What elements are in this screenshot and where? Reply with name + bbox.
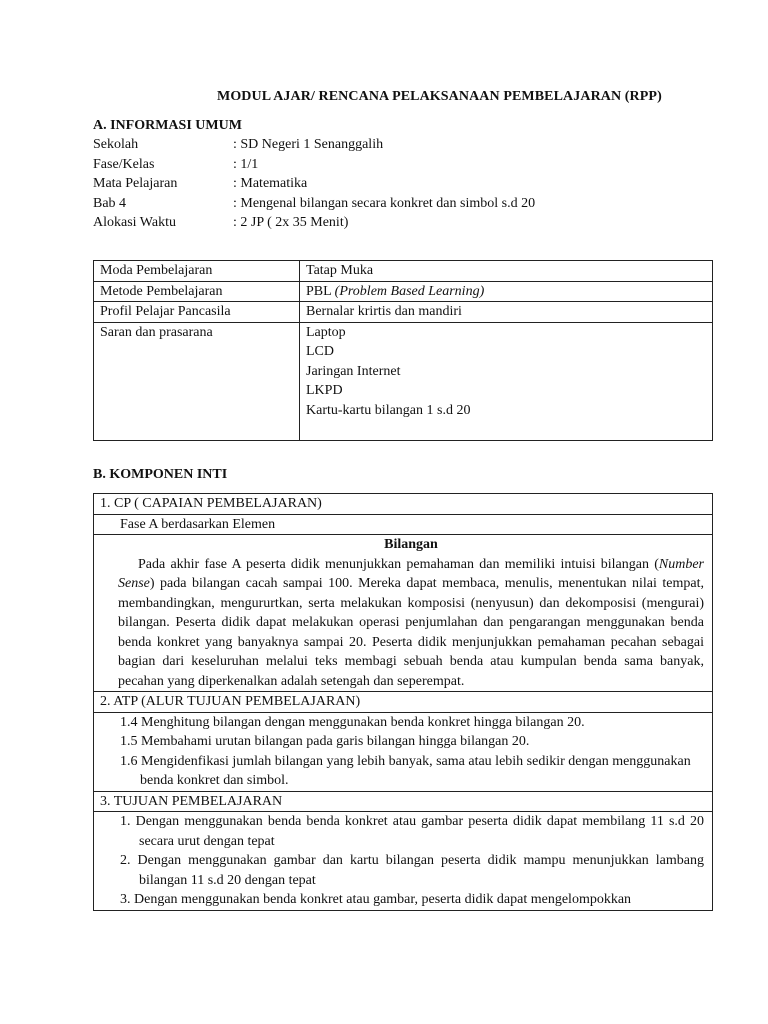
facility-item: Laptop bbox=[306, 324, 346, 340]
tp-item: 2. Dengan menggunakan gambar dan kartu bilangan peserta didik mampu menunjukkan lambang bilangan 11 s.d 20 dengan tepat bbox=[120, 853, 704, 888]
tp-heading-row bbox=[94, 791, 713, 812]
info-value: : 1/1 bbox=[233, 156, 259, 172]
facility-item: Kartu-kartu bilangan 1 s.d 20 bbox=[306, 402, 471, 418]
cp-text-part-2: ) pada bilangan cacah sampai 100. Mereka dapat membaca, menulis, menentukan nilai tempat, membandingkan, mengururtkan, serta melakukan komposisi (nenyusun) dan dekomposisi (mengurai) bilangan. Peserta didik dapat melakukan operasi penjumlahan dan pengarangan menggunakan benda benda konkret yang banyaknya sampai 20. Peserta didik menjunjukkan pemahaman pecahan sebagai bagian dari keseluruhan melalui teks membagi sebuah benda atau kumpulan benda sama banyak, pecahan yang diperkenalkan adalah setengah dan seperempat. bbox=[118, 576, 704, 689]
metode-value-italic: (Problem Based Learning) bbox=[334, 283, 485, 299]
profil-row bbox=[94, 302, 713, 323]
info-row-bab bbox=[93, 194, 713, 214]
profil-label: Profil Pelajar Pancasila bbox=[94, 302, 300, 323]
tp-item: 1. Dengan menggunakan benda benda konkret atau gambar peserta didik dapat membilang 11 s.d 20 secara urut dengan tepat bbox=[120, 814, 704, 849]
moda-row bbox=[94, 261, 713, 282]
info-value: : SD Negeri 1 Senanggalih bbox=[233, 137, 384, 152]
atp-list bbox=[94, 712, 713, 791]
cp-text-italic: Number Sense bbox=[118, 556, 704, 591]
info-value: : Mengenal bilangan secara konkret dan simbol s.d 20 bbox=[233, 195, 536, 211]
info-value: : Matematika bbox=[233, 176, 308, 191]
document-title-text: MODUL AJAR/ RENCANA PELAKSANAAN PEMBELAJARAN (RPP) bbox=[217, 89, 662, 104]
info-label: Alokasi Waktu bbox=[93, 215, 176, 230]
section-a-heading: A. INFORMASI UMUM bbox=[93, 118, 242, 133]
cp-text-part-1: Pada akhir fase A peserta didik menunjukkan pemahaman dan memiliki intuisi bilangan ( bbox=[138, 556, 659, 572]
info-row-alokasi-waktu bbox=[93, 213, 713, 233]
sarana-label: Saran dan prasarana bbox=[94, 322, 300, 440]
atp-content-row bbox=[94, 712, 713, 791]
info-label: Bab 4 bbox=[93, 195, 127, 211]
metode-value-prefix: PBL bbox=[306, 283, 335, 299]
profil-value: Bernalar krirtis dan mandiri bbox=[300, 302, 713, 323]
section-b-heading: B. KOMPONEN INTI bbox=[93, 467, 228, 482]
atp-item: 1.5 Membahami urutan bilangan pada garis bilangan hingga bilangan 20. bbox=[120, 734, 530, 749]
cp-subheading: Fase A berdasarkan Elemen bbox=[94, 514, 713, 535]
facility-item: Jaringan Internet bbox=[306, 363, 401, 379]
learning-mode-table bbox=[93, 260, 713, 441]
tp-content-row bbox=[94, 812, 713, 911]
cp-heading-row bbox=[94, 494, 713, 515]
info-label: Sekolah bbox=[93, 137, 139, 152]
info-row-mata-pelajaran bbox=[93, 174, 713, 194]
cp-content-row bbox=[94, 535, 713, 692]
moda-label: Moda Pembelajaran bbox=[94, 261, 300, 282]
metode-row bbox=[94, 281, 713, 302]
facility-item: LKPD bbox=[306, 383, 343, 398]
info-label: Mata Pelajaran bbox=[93, 176, 178, 191]
sarana-list bbox=[300, 322, 713, 440]
cp-paragraph bbox=[118, 555, 704, 692]
atp-heading-row bbox=[94, 692, 713, 713]
cp-content bbox=[94, 535, 713, 692]
info-row-fase-kelas bbox=[93, 155, 713, 175]
core-components-table bbox=[93, 493, 713, 911]
facility-item: LCD bbox=[306, 344, 334, 359]
tp-list bbox=[94, 812, 713, 911]
cp-sub-row bbox=[94, 514, 713, 535]
general-info-list bbox=[93, 135, 713, 233]
tp-heading: 3. TUJUAN PEMBELAJARAN bbox=[94, 791, 713, 812]
cp-heading: 1. CP ( CAPAIAN PEMBELAJARAN) bbox=[94, 494, 713, 515]
bilangan-title: Bilangan bbox=[384, 537, 438, 552]
metode-value bbox=[300, 281, 713, 302]
info-label: Fase/Kelas bbox=[93, 156, 155, 172]
moda-value: Tatap Muka bbox=[300, 261, 713, 282]
atp-item: 1.6 Mengidenfikasi jumlah bilangan yang lebih banyak, sama atau lebih sedikir dengan menggunakan benda konkret dan simbol. bbox=[120, 753, 691, 788]
atp-item: 1.4 Menghitung bilangan dengan menggunakan benda konkret hingga bilangan 20. bbox=[120, 714, 585, 730]
atp-heading: 2. ATP (ALUR TUJUAN PEMBELAJARAN) bbox=[94, 692, 713, 713]
tp-item: 3. Dengan menggunakan benda konkret atau gambar, peserta didik dapat mengelompokkan bbox=[120, 892, 632, 907]
sarana-row bbox=[94, 322, 713, 440]
info-row-sekolah bbox=[93, 135, 713, 155]
metode-label: Metode Pembelajaran bbox=[94, 281, 300, 302]
info-value: : 2 JP ( 2x 35 Menit) bbox=[233, 215, 349, 230]
